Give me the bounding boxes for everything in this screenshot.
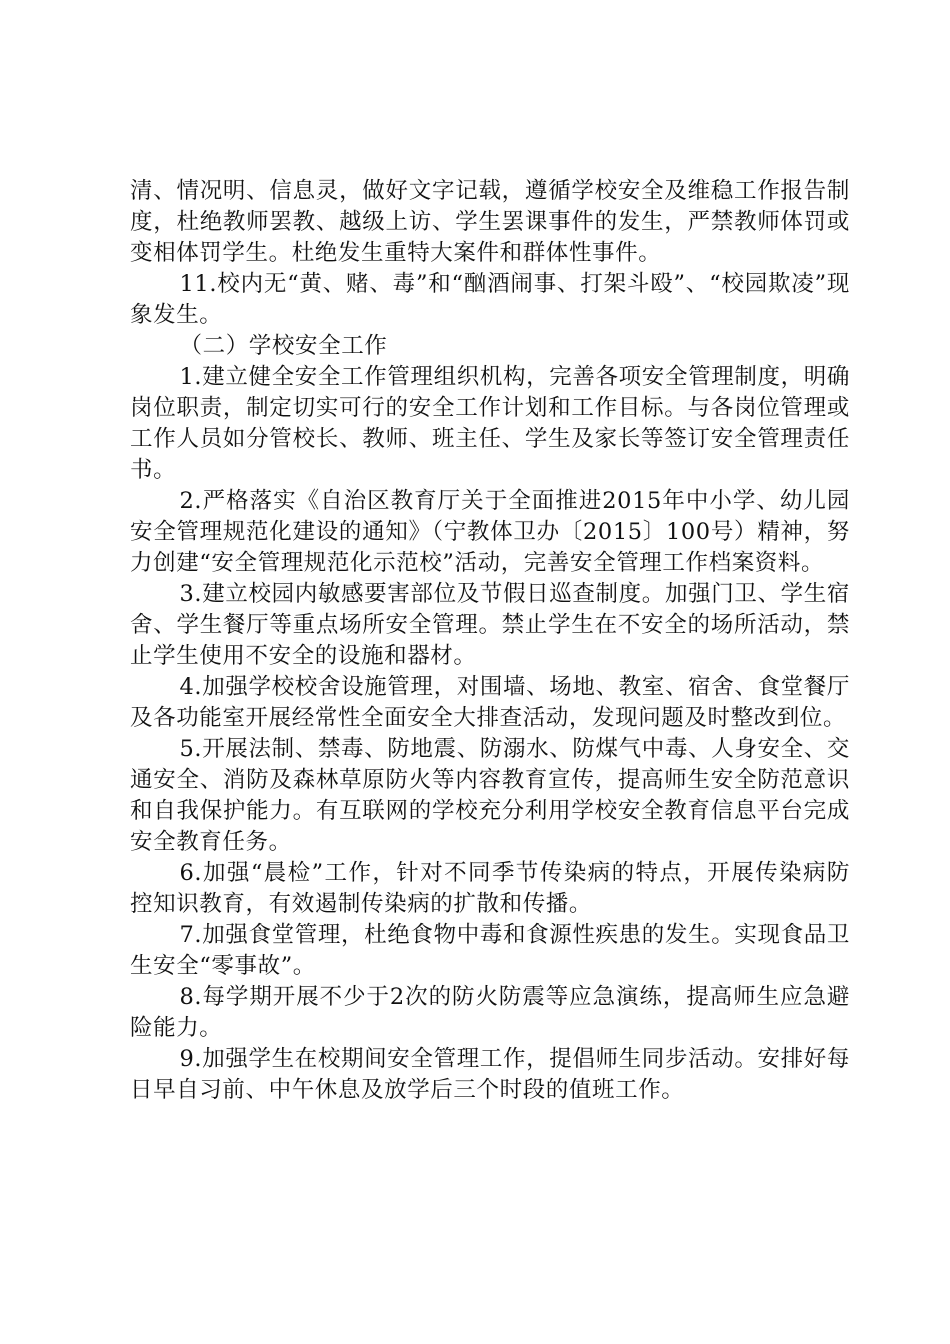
paragraph-continuation: 清、情况明、信息灵，做好文字记载，遵循学校安全及维稳工作报告制度，杜绝教师罢教、越级上访、学生罢课事件的发生，严禁教师体罚或变相体罚学生。杜绝发生重特大案件和群体性事件。 bbox=[130, 178, 850, 266]
paragraph-item-6: 6.加强“晨检”工作，针对不同季节传染病的特点，开展传染病防控知识教育，有效遏制传染病的扩散和传播。 bbox=[130, 860, 850, 917]
paragraph-item-9: 9.加强学生在校期间安全管理工作，提倡师生同步活动。安排好每日早自习前、中午休息及放学后三个时段的值班工作。 bbox=[130, 1046, 850, 1103]
paragraph-item-8: 8.每学期开展不少于2次的防火防震等应急演练，提高师生应急避险能力。 bbox=[130, 984, 850, 1041]
paragraph-item-4: 4.加强学校校舍设施管理，对围墙、场地、教室、宿舍、食堂餐厅及各功能室开展经常性全面安全大排查活动，发现问题及时整改到位。 bbox=[130, 674, 850, 731]
paragraph-item-7: 7.加强食堂管理，杜绝食物中毒和食源性疾患的发生。实现食品卫生安全“零事故”。 bbox=[130, 922, 850, 979]
paragraph-item-1: 1.建立健全安全工作管理组织机构，完善各项安全管理制度，明确岗位职责，制定切实可行的安全工作计划和工作目标。与各岗位管理或工作人员如分管校长、教师、班主任、学生及家长等签订安全管理责任书。 bbox=[130, 364, 850, 483]
section-heading-school-safety: （二）学校安全工作 bbox=[179, 333, 388, 359]
document-body bbox=[130, 176, 850, 1106]
paragraph-item-3: 3.建立校园内敏感要害部位及节假日巡查制度。加强门卫、学生宿舍、学生餐厅等重点场所安全管理。禁止学生在不安全的场所活动，禁止学生使用不安全的设施和器材。 bbox=[130, 581, 850, 669]
paragraph-item-5: 5.开展法制、禁毒、防地震、防溺水、防煤气中毒、人身安全、交通安全、消防及森林草原防火等内容教育宣传，提高师生安全防范意识和自我保护能力。有互联网的学校充分利用学校安全教育信息平台完成安全教育任务。 bbox=[130, 736, 850, 855]
paragraph-item-2: 2.严格落实《自治区教育厅关于全面推进2015年中小学、幼儿园安全管理规范化建设的通知》（宁教体卫办〔2015〕100号）精神，努力创建“安全管理规范化示范校”活动，完善安全管理工作档案资料。 bbox=[130, 488, 850, 576]
paragraph-item-11: 11.校内无“黄、赌、毒”和“酗酒闹事、打架斗殴”、“校园欺凌”现象发生。 bbox=[130, 271, 850, 328]
